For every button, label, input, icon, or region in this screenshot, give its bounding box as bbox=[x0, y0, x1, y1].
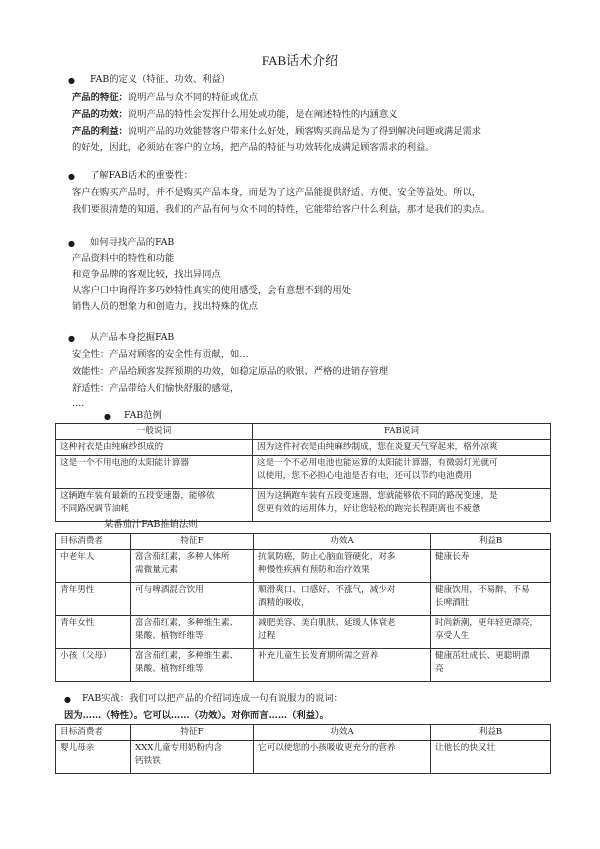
cell-line: 这是一个不必用电池也能运算的太阳能计算器，有微弱灯光就可 bbox=[257, 458, 498, 468]
table-cell bbox=[254, 616, 431, 649]
sec3-heading: 如何寻找产品的FAB bbox=[90, 237, 175, 248]
table-cell bbox=[254, 583, 431, 616]
table-cell: 健康长寿 bbox=[431, 550, 551, 583]
table-cell: 中老年人 bbox=[56, 550, 131, 583]
effect-line bbox=[72, 108, 397, 122]
table-cell: 因为这件衬衣是由纯麻纱制成，您在炎夏天气穿起来，格外凉爽 bbox=[253, 440, 551, 456]
cell-line: 以使用，您不必担心电池是否有电，还可以节约电池费用 bbox=[257, 471, 472, 481]
table-cell bbox=[431, 649, 551, 682]
cell-line: 果酸、植物纤维等 bbox=[135, 664, 204, 674]
cell-line: 亮 bbox=[435, 664, 444, 674]
table-cell bbox=[131, 649, 254, 682]
table-row bbox=[56, 440, 551, 456]
benefit-line bbox=[72, 125, 481, 139]
table-header: 目标消费者 bbox=[56, 725, 131, 741]
table-cell: 青年女性 bbox=[56, 616, 131, 649]
bullet-icon: ● bbox=[68, 334, 75, 343]
sec4-heading: 从产品本身挖掘FAB bbox=[90, 332, 175, 343]
fab-example-table bbox=[55, 423, 551, 522]
cell-line: 减肥美容、美白肌肤、延缓人体衰老 bbox=[258, 618, 396, 628]
benefit-text-1: 说明产品的功效能替客户带来什么好处，顾客购买商品是为了得到解决问题或满足需求 bbox=[127, 126, 482, 137]
table-cell bbox=[253, 456, 551, 489]
table-header-row bbox=[56, 725, 551, 741]
sec2-line1: 客户在购买产品时，并不是购买产品本身，而是为了这产品能提供舒适、方便、安全等益处。所以， bbox=[72, 187, 482, 198]
table-row bbox=[56, 616, 551, 649]
cell-line: 需微量元素 bbox=[135, 565, 178, 575]
page-title: FAB话术介绍 bbox=[261, 53, 339, 68]
bullet-icon: ● bbox=[64, 695, 71, 704]
cell-line: 健康饮用，不易醉，不易 bbox=[435, 585, 530, 595]
table-header: 利益B bbox=[431, 725, 551, 741]
feature-line bbox=[72, 91, 258, 105]
cell-line: 过程 bbox=[258, 631, 276, 641]
table-cell: 这种衬衣是由纯麻纱织成的 bbox=[56, 440, 253, 456]
table-header: 目标消费者 bbox=[56, 534, 131, 550]
table-cell bbox=[253, 489, 551, 522]
table-cell: 它可以使您的小孩吸收更充分的营养 bbox=[254, 741, 431, 774]
sec3-line: 从客户口中询得许多巧妙特性真实的使用感受，会有意想不到的用处 bbox=[72, 285, 351, 296]
sec3-line: 销售人员的想象力和创造力，找出特殊的优点 bbox=[72, 301, 258, 312]
table-row bbox=[56, 550, 551, 583]
table-cell: 让他长的快又壮 bbox=[431, 741, 551, 774]
bullet-icon: ● bbox=[104, 412, 111, 421]
table-row bbox=[56, 456, 551, 489]
benefit-label: 产品的利益： bbox=[72, 126, 128, 137]
cell-line: 享受人生 bbox=[435, 631, 470, 641]
effect-text: 说明产品的特性会发挥什么用处或功能，是在阐述特性的内涵意义 bbox=[127, 109, 398, 120]
cell-line: 顺滑爽口、口感好、不涨气，减少对 bbox=[258, 585, 396, 595]
table-row bbox=[56, 489, 551, 522]
table-header: 特征F bbox=[131, 725, 254, 741]
bullet-icon: ● bbox=[68, 172, 75, 181]
table-row bbox=[56, 583, 551, 616]
table-cell bbox=[131, 741, 254, 774]
cell-line: 您更有效的运用体力，好让您轻松的跑完长程距离也不疲惫 bbox=[257, 504, 481, 514]
effect-label: 产品的功效： bbox=[72, 109, 128, 120]
table-header: FAB说词 bbox=[253, 424, 551, 440]
cell-line: 时尚新潮，更年轻更漂亮， bbox=[435, 618, 539, 628]
table-header-row bbox=[56, 424, 551, 440]
sec4-line: 效能性：产品给顾客发挥预期的功效，如稳定原品的收银、严格的进销存管理 bbox=[72, 366, 389, 377]
cell-line: 抗氧防癌，防止心脑血管硬化，对多 bbox=[258, 552, 396, 562]
table-cell: 青年男性 bbox=[56, 583, 131, 616]
sec5-heading: FAB范例 bbox=[124, 410, 162, 421]
cell-line: 酒精的吸收， bbox=[258, 598, 310, 608]
table-cell bbox=[131, 550, 254, 583]
cell-line: 富含茄红素，多种维生素、 bbox=[135, 618, 239, 628]
sec7-heading: FAB实战：我们可以把产品的介绍词连成一句有说服力的说词： bbox=[82, 693, 343, 704]
cell-line: 这辆跑车装有最新的五段变速器，能够依 bbox=[60, 491, 215, 501]
cell-line: 因为这辆跑车装有五段变速器，您就能够依不同的路况变速，是 bbox=[257, 491, 498, 501]
bullet-icon: ● bbox=[68, 76, 75, 85]
fab-formula: 因为……（特性）。它可以……（功效）。对你而言……（利益）。 bbox=[64, 710, 329, 721]
sec2-line2: 我们要很清楚的知道，我们的产品有何与众不同的特性，它能带给客户什么利益，那才是我们的卖点。 bbox=[72, 204, 491, 215]
table-header: 利益B bbox=[431, 534, 551, 550]
table-header: 功效A bbox=[254, 534, 431, 550]
sec4-line: …. bbox=[72, 398, 85, 409]
sec2-heading: 了解FAB话术的重要性： bbox=[90, 170, 193, 181]
table-header: 特征F bbox=[131, 534, 254, 550]
sec6-heading: 某番茄汁FAB推销法则 bbox=[104, 519, 198, 530]
cell-line: 钙铁铁 bbox=[135, 756, 161, 766]
table-cell bbox=[254, 550, 431, 583]
tomato-juice-table bbox=[55, 533, 551, 682]
cell-line: 不同路况调节油耗 bbox=[60, 504, 129, 514]
feature-text: 说明产品与众不同的特征或优点 bbox=[127, 92, 258, 103]
cell-line: 健康茁壮成长、更聪明漂 bbox=[435, 651, 530, 661]
benefit-text-2: 的好处，因此，必须站在客户的立场，把产品的特征与功效转化成满足顾客需求的利益。 bbox=[72, 142, 435, 153]
table-cell bbox=[431, 583, 551, 616]
table-cell bbox=[131, 616, 254, 649]
cell-line: 长啤酒肚 bbox=[435, 598, 470, 608]
sec4-line: 舒适性：产品带给人们愉快舒服的感觉， bbox=[72, 383, 240, 394]
table-cell: 补充儿童生长发育期所需之营养 bbox=[254, 649, 431, 682]
table-header-row bbox=[56, 534, 551, 550]
table-cell: 小孩（父母） bbox=[56, 649, 131, 682]
cell-line: 富含茄红素，多种人体所 bbox=[135, 552, 230, 562]
cell-line: 富含茄红素，多种维生素、 bbox=[135, 651, 239, 661]
cell-line: XXX儿童专用奶粉内含 bbox=[135, 743, 223, 753]
table-header: 功效A bbox=[254, 725, 431, 741]
cell-line: 种慢性疾病有预防和治疗效果 bbox=[258, 565, 370, 575]
table-cell bbox=[431, 616, 551, 649]
table-row bbox=[56, 741, 551, 774]
sec1-heading: FAB的定义（特征、功效、利益） bbox=[90, 74, 231, 85]
table-header: 一般说词 bbox=[56, 424, 253, 440]
sec3-line: 产品资料中的特性和功能 bbox=[72, 253, 175, 264]
table-row bbox=[56, 649, 551, 682]
table-cell: 可与啤酒混合饮用 bbox=[131, 583, 254, 616]
sec3-line: 和竞争品牌的客观比较，找出异同点 bbox=[72, 269, 221, 280]
table-cell: 婴儿母亲 bbox=[56, 741, 131, 774]
fab-practice-table bbox=[55, 724, 551, 774]
table-cell: 这是一个不用电池的太阳能计算器 bbox=[56, 456, 253, 489]
sec4-line: 安全性：产品对顾客的安全性有贡献，如… bbox=[72, 349, 249, 360]
table-cell bbox=[56, 489, 253, 522]
cell-line: 果酸、植物纤维等 bbox=[135, 631, 204, 641]
bullet-icon: ● bbox=[68, 239, 75, 248]
feature-label: 产品的特征： bbox=[72, 92, 128, 103]
